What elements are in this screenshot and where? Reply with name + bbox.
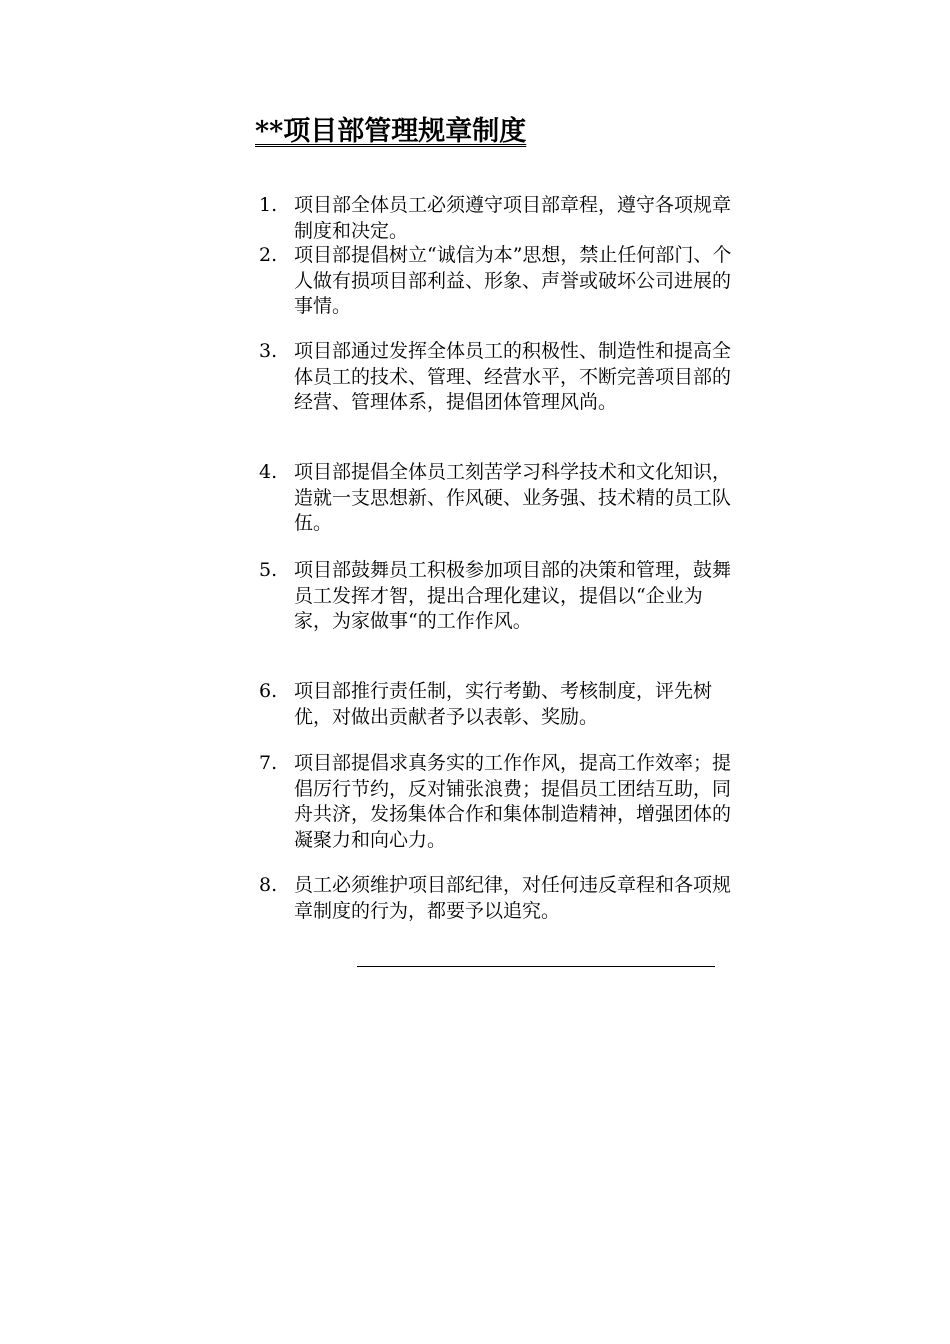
item-text: 项目部提倡求真务实的工作作风，提高工作效率；提倡厉行节约，反对铺张浪费；提倡员工团结互助，同舟共济，发扬集体合作和集体制造精神，增强团体的凝聚力和向心力。 xyxy=(294,752,732,851)
item-number: 2. xyxy=(259,244,278,266)
closing-divider xyxy=(357,966,715,967)
rule-item-5 xyxy=(259,558,739,635)
rule-item-4 xyxy=(259,460,739,537)
item-number: 4. xyxy=(259,461,278,483)
rule-item-2 xyxy=(259,243,739,320)
item-text: 项目部通过发挥全体员工的积极性、制造性和提高全体员工的技术、管理、经营水平，不断完善项目部的经营、管理体系，提倡团体管理风尚。 xyxy=(294,340,732,413)
item-text: 项目部提倡全体员工刻苦学习科学技术和文化知识，造就一支思想新、作风硬、业务强、技术精的员工队伍。 xyxy=(294,461,732,534)
item-number: 5. xyxy=(259,559,278,581)
item-number: 8. xyxy=(259,874,278,896)
rule-item-3 xyxy=(259,339,739,416)
item-text: 员工必须维护项目部纪律，对任何违反章程和各项规章制度的行为，都要予以追究。 xyxy=(294,874,732,922)
rule-item-6 xyxy=(259,679,739,730)
rule-item-1 xyxy=(259,193,739,244)
item-text: 项目部提倡树立“诚信为本”思想，禁止任何部门、个人做有损项目部利益、形象、声誉或破坏公司进展的事情。 xyxy=(294,244,732,317)
document-title: **项目部管理规章制度 xyxy=(255,116,527,147)
item-number: 7. xyxy=(259,752,278,774)
item-number: 6. xyxy=(259,680,278,702)
item-number: 1. xyxy=(259,194,278,216)
item-text: 项目部全体员工必须遵守项目部章程，遵守各项规章制度和决定。 xyxy=(294,194,732,242)
rule-item-8 xyxy=(259,873,739,924)
item-text: 项目部推行责任制，实行考勤、考核制度，评先树优，对做出贡献者予以表彰、奖励。 xyxy=(294,680,713,728)
item-text: 项目部鼓舞员工积极参加项目部的决策和管理，鼓舞员工发挥才智，提出合理化建议，提倡以“企业为家，为家做事“的工作作风。 xyxy=(294,559,732,632)
item-number: 3. xyxy=(259,340,278,362)
rule-item-7 xyxy=(259,751,739,853)
